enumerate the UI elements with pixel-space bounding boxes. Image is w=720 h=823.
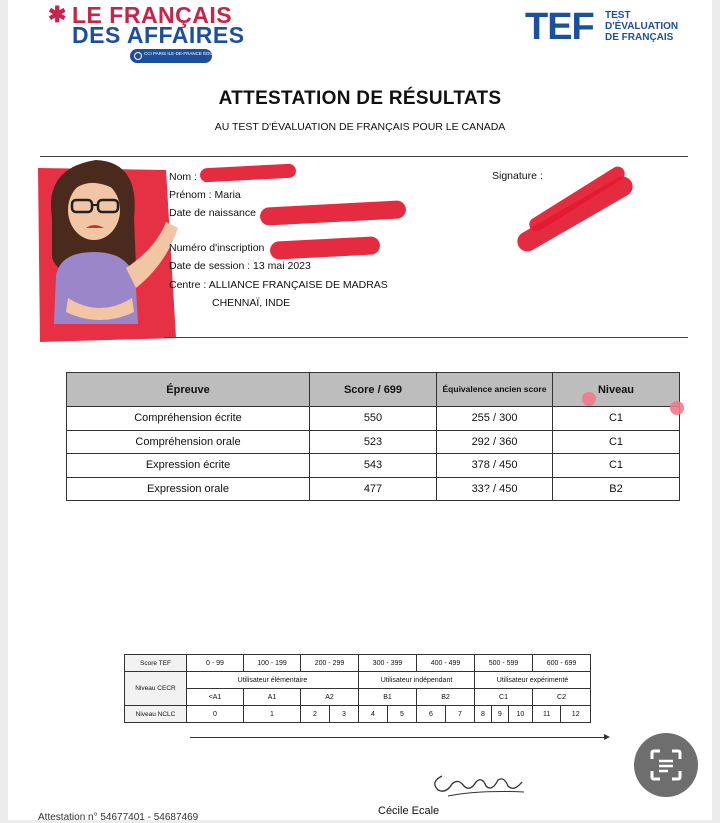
- text-scan-icon: [634, 733, 698, 797]
- redaction: [270, 236, 381, 260]
- naissance-field: Date de naissance: [169, 207, 256, 219]
- cell-epreuve: Compréhension écrite: [67, 407, 310, 431]
- cell-niveau: C1: [553, 430, 680, 454]
- score-range: 400 - 499: [417, 655, 475, 672]
- signature-redaction: [514, 173, 637, 255]
- cell-score: 477: [310, 477, 437, 501]
- certificate-page: [8, 0, 712, 823]
- signature-label: Signature :: [492, 170, 543, 182]
- centre-field: Centre : ALLIANCE FRANÇAISE DE MADRAS: [169, 279, 388, 291]
- cell-niveau: C1: [553, 407, 680, 431]
- nclc-level: 0: [187, 706, 244, 723]
- score-range: 0 - 99: [187, 655, 244, 672]
- nclc-level: 5: [388, 706, 417, 723]
- nclc-level: 12: [561, 706, 591, 723]
- cecr-level: A1: [244, 689, 301, 706]
- cci-circle-icon: [134, 52, 142, 60]
- pink-dot: [582, 392, 596, 406]
- prenom-field: Prénom : Maria: [169, 189, 241, 201]
- row-header: Score TEF: [125, 655, 187, 672]
- cecr-level: <A1: [187, 689, 244, 706]
- document-title: ATTESTATION DE RÉSULTATS: [218, 88, 502, 109]
- scale-row-nclc: [125, 706, 591, 723]
- cell-score: 543: [310, 454, 437, 478]
- nclc-level: 9: [491, 706, 508, 723]
- cell-score: 523: [310, 430, 437, 454]
- cell-niveau: C1: [553, 454, 680, 478]
- cell-ancien: 292 / 360: [437, 430, 553, 454]
- score-range: 200 - 299: [301, 655, 359, 672]
- cell-epreuve: Expression écrite: [67, 454, 310, 478]
- table-row: [67, 454, 680, 478]
- tef-sub-line: TEST: [605, 10, 631, 21]
- cell-ancien: 378 / 450: [437, 454, 553, 478]
- nclc-level: 7: [446, 706, 475, 723]
- cecr-level: C1: [475, 689, 533, 706]
- asterisk-icon: ✱: [48, 2, 67, 27]
- pink-dot: [670, 401, 684, 415]
- centre-city: CHENNAÏ, INDE: [212, 297, 291, 309]
- handwritten-signature: [428, 768, 538, 800]
- table-row: [67, 477, 680, 501]
- logo-line2: DES AFFAIRES: [72, 22, 245, 48]
- avatar-sticker: [16, 148, 186, 348]
- cecr-level: C2: [533, 689, 591, 706]
- column-header: Niveau: [553, 373, 680, 407]
- scale-row-score: [125, 655, 591, 672]
- signatory-name: Cécile Ecale: [378, 805, 440, 817]
- nclc-level: 2: [301, 706, 330, 723]
- tef-subtitle: [605, 10, 705, 43]
- table-row: [67, 407, 680, 431]
- cell-ancien: 33? / 450: [437, 477, 553, 501]
- user-group: Utilisateur indépendant: [359, 672, 475, 689]
- nclc-level: 10: [508, 706, 532, 723]
- row-header: Niveau CECR: [125, 672, 187, 706]
- scale-row-cecr: [125, 689, 591, 706]
- tef-sub-line: D'ÉVALUATION: [605, 21, 679, 32]
- user-group: Utilisateur expérimenté: [475, 672, 591, 689]
- nclc-level: 1: [244, 706, 301, 723]
- score-range: 100 - 199: [244, 655, 301, 672]
- attestation-number: Attestation n° 54677401 - 54687469: [38, 812, 199, 823]
- text-scan-button[interactable]: [634, 733, 698, 797]
- document-subtitle: AU TEST D'ÉVALUATION DE FRANÇAIS POUR LE CANADA: [214, 121, 506, 133]
- cecr-level: B1: [359, 689, 417, 706]
- cci-badge: [130, 49, 230, 63]
- equivalence-scale-table: [124, 654, 591, 723]
- table-row: [67, 430, 680, 454]
- column-header: Épreuve: [67, 373, 310, 407]
- cell-niveau: B2: [553, 477, 680, 501]
- session-field: Date de session : 13 mai 2023: [169, 260, 311, 272]
- column-header: Équivalence ancien score: [437, 373, 553, 407]
- scale-row-groups: [125, 672, 591, 689]
- nom-field: Nom :: [169, 171, 198, 183]
- redaction: [200, 163, 297, 182]
- user-group: Utilisateur élémentaire: [187, 672, 359, 689]
- cecr-level: A2: [301, 689, 359, 706]
- nclc-level: 11: [533, 706, 561, 723]
- inscription-field: Numéro d'inscription: [169, 242, 265, 254]
- cell-score: 550: [310, 407, 437, 431]
- column-header: Score / 699: [310, 373, 437, 407]
- score-range: 600 - 699: [533, 655, 591, 672]
- scale-arrow: [190, 737, 608, 738]
- redaction: [260, 200, 407, 226]
- divider: [164, 337, 688, 338]
- logo-line1: LE FRANÇAIS: [72, 2, 233, 28]
- score-range: 300 - 399: [359, 655, 417, 672]
- nclc-level: 3: [330, 706, 359, 723]
- score-range: 500 - 599: [475, 655, 533, 672]
- cci-badge-text: CCI PARIS ILE-DE-FRANCE ÉDUCATION: [144, 51, 230, 56]
- cell-ancien: 255 / 300: [437, 407, 553, 431]
- nclc-level: 4: [359, 706, 388, 723]
- cell-epreuve: Expression orale: [67, 477, 310, 501]
- row-header: Niveau NCLC: [125, 706, 187, 723]
- tef-wordmark: TEF: [525, 6, 594, 48]
- cell-epreuve: Compréhension orale: [67, 430, 310, 454]
- nclc-level: 8: [475, 706, 492, 723]
- cecr-level: B2: [417, 689, 475, 706]
- nclc-level: 6: [417, 706, 446, 723]
- tef-sub-line: DE FRANÇAIS: [605, 32, 674, 43]
